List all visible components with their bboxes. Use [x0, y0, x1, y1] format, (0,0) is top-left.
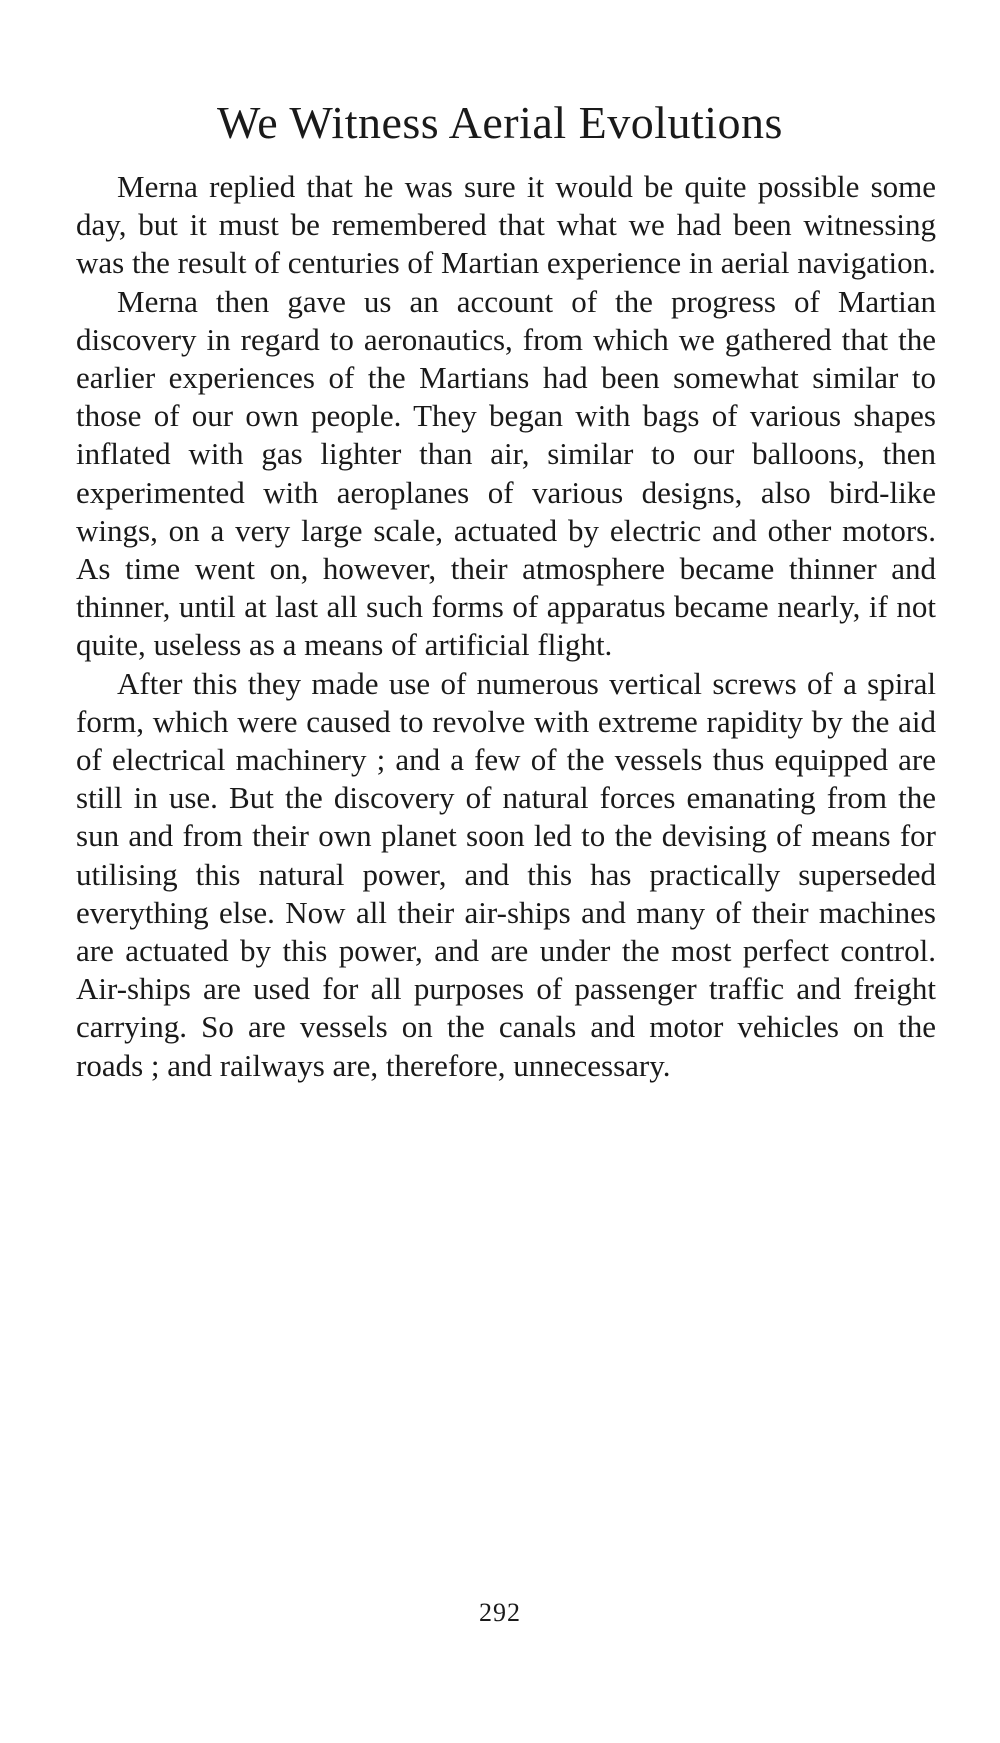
page-number: 292: [479, 1598, 521, 1627]
body-text: [76, 168, 936, 1085]
paragraph: After this they made use of numerous vertical screws of a spiral form, which were caused to revolve with extreme rapidity by the aid of electrical machinery ; and a few of the vessels thus equipped are still in use. But the discovery of natural forces emanating from the sun and from their own planet soon led to the devising of means for utilising this natural power, and this has practically superseded everything else. Now all their air-ships and many of their machines are actuated by this power, and are under the most perfect control. Air-ships are used for all purposes of passenger traffic and freight carrying. So are vessels on the canals and motor vehicles on the roads ; and railways are, therefore, unnecessary.: [76, 665, 936, 1083]
running-head: We Witness Aerial Evolutions: [217, 97, 783, 148]
paragraph: Merna then gave us an account of the progress of Martian discovery in regard to aeronautics, from which we gathered that the earlier experiences of the Martians had been somewhat similar to those of our own people. They began with bags of various shapes inflated with gas lighter than air, similar to our balloons, then experimented with aeroplanes of various designs, also bird-like wings, on a very large scale, actuated by electric and other motors. As time went on, however, their atmosphere became thinner and thinner, until at last all such forms of apparatus became nearly, if not quite, useless as a means of artificial flight.: [76, 283, 936, 663]
paragraph: Merna replied that he was sure it would be quite possible some day, but it must be remembered that what we had been witnessing was the result of centuries of Martian experience in aerial navigation.: [76, 169, 936, 281]
